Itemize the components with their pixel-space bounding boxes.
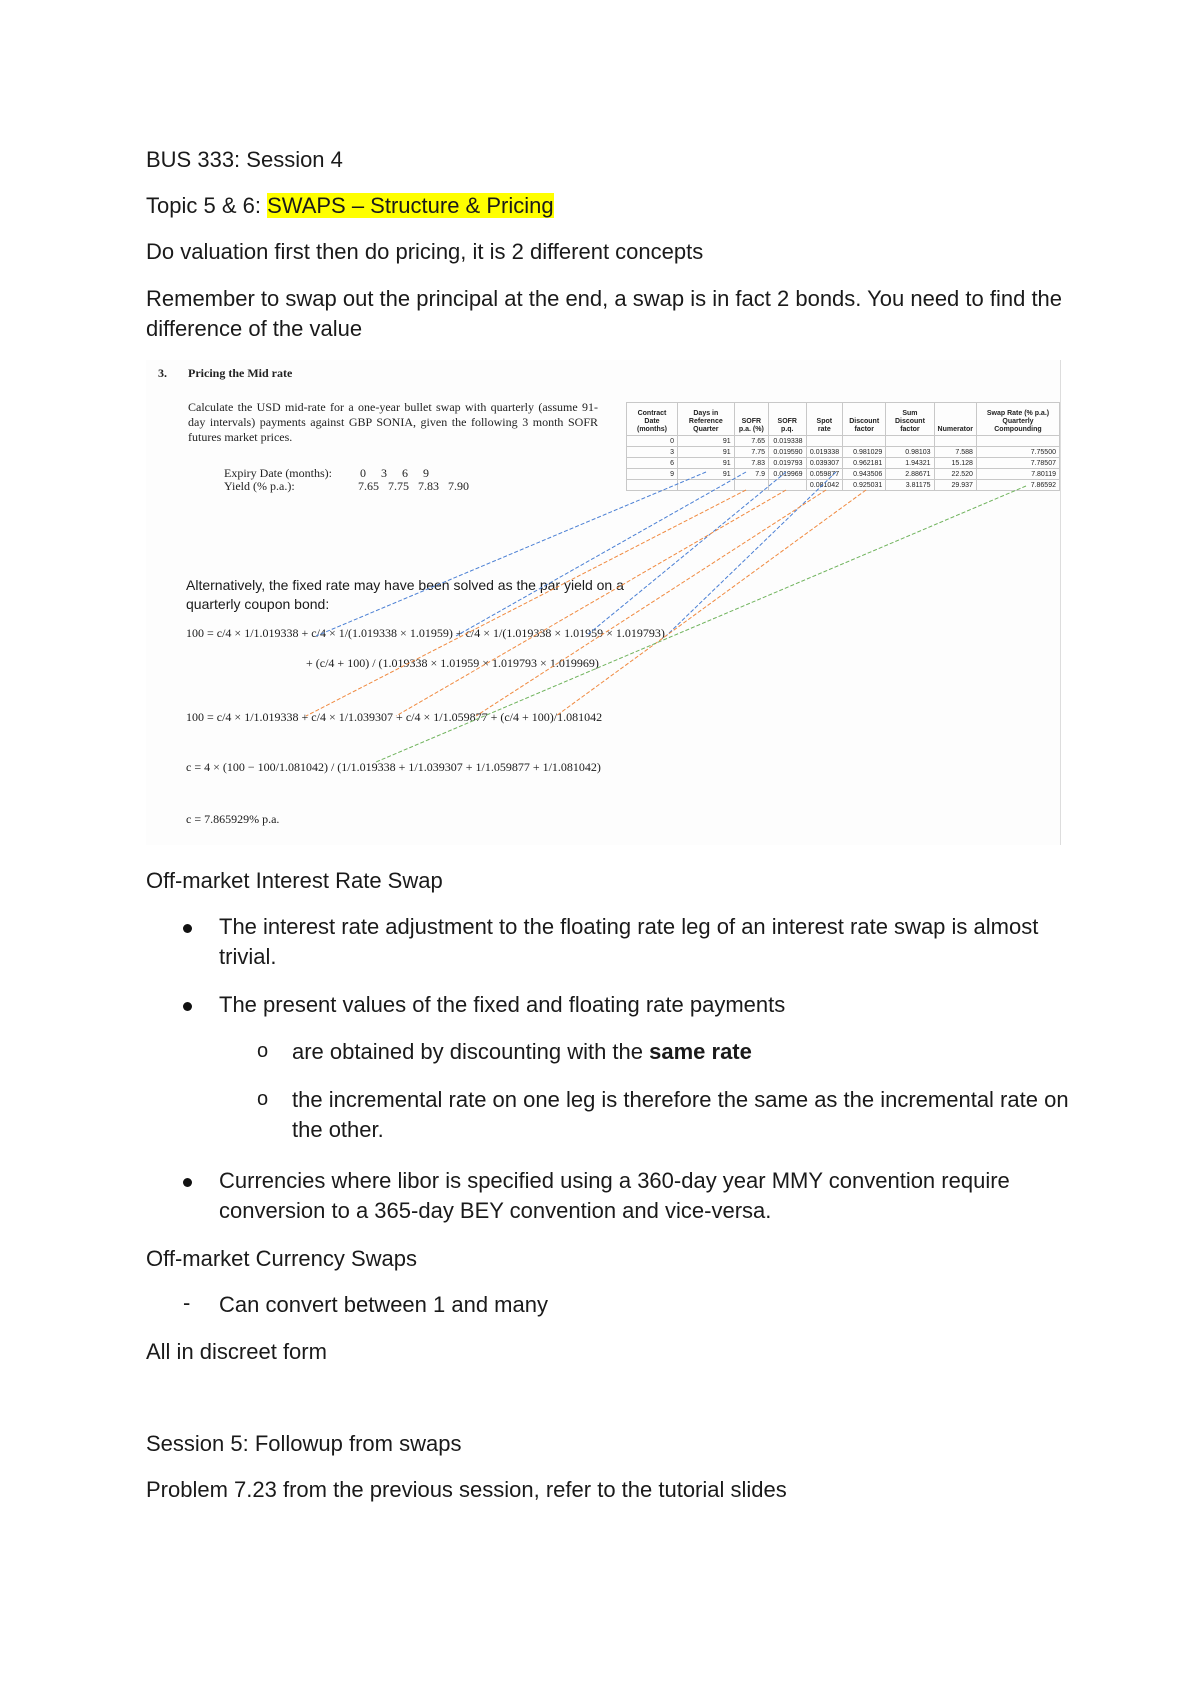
table-header-cell: Numerator — [934, 403, 976, 436]
table-header-cell: Sum Discount factor — [886, 403, 934, 436]
arrow-blue-4 — [666, 472, 836, 636]
connector-arrows — [146, 360, 1060, 845]
problem-text: Calculate the USD mid-rate for a one-year bullet swap with quarterly (assume 91-day intervals) payments against GBP SONIA, given the following 3 month SOFR futures market prices. — [188, 400, 598, 444]
equation-1b: + (c/4 + 100) / (1.019338 × 1.01959 × 1.019793 × 1.019969) — [306, 656, 599, 670]
irs-sub-1 — [292, 1037, 1092, 1067]
dash-marker: - — [183, 1290, 191, 1315]
table-cell: 2.88671 — [886, 469, 934, 480]
yield-label: Yield (% p.a.): — [224, 479, 295, 493]
arrow-blue-1 — [316, 472, 706, 636]
sub-1-prefix: are obtained by discounting with the — [292, 1039, 650, 1064]
arrow-blue-3 — [586, 472, 786, 636]
table-cell: 91 — [677, 469, 734, 480]
equation-4: c = 7.865929% p.a. — [186, 812, 280, 826]
irs-heading: Off-market Interest Rate Swap — [146, 868, 443, 893]
table-cell: 7.86592 — [976, 480, 1059, 491]
equation-2: 100 = c/4 × 1/1.019338 + c/4 × 1/1.039307 + c/4 × 1/1.059877 + (c/4 + 100)/1.081042 — [186, 710, 603, 724]
table-header-cell: Days in Reference Quarter — [677, 403, 734, 436]
table-header-cell: Discount factor — [843, 403, 886, 436]
bullet-dot — [183, 1178, 192, 1187]
table-header-cell: Spot rate — [806, 403, 843, 436]
table-cell: 91 — [677, 447, 734, 458]
irs-sub-2: the incremental rate on one leg is therefore the same as the incremental rate on the other. — [292, 1087, 1069, 1142]
table-header-cell: SOFR p.q. — [769, 403, 807, 436]
cs-item: Can convert between 1 and many — [219, 1292, 548, 1317]
table-cell: 7.75 — [734, 447, 768, 458]
table-cell: 0.019338 — [806, 447, 843, 458]
table-cell: 0 — [627, 436, 678, 447]
table-cell: 0.019793 — [769, 458, 807, 469]
table-cell: 0.019969 — [769, 469, 807, 480]
session5-title: Session 5: Followup from swaps — [146, 1431, 462, 1456]
arrow-orange-4 — [556, 490, 866, 716]
embedded-slide-image — [146, 360, 1061, 845]
table-cell: 9 — [627, 469, 678, 480]
session5-problem-ref: Problem 7.23 from the previous session, refer to the tutorial slides — [146, 1477, 787, 1502]
arrow-green-1 — [376, 486, 1026, 762]
table-cell: 0.925031 — [843, 480, 886, 491]
table-cell: 3.81175 — [886, 480, 934, 491]
note-valuation-first: Do valuation first then do pricing, it is 2 different concepts — [146, 239, 704, 264]
table-cell: 29.937 — [934, 480, 976, 491]
table-cell: 22.520 — [934, 469, 976, 480]
table-cell: 15.128 — [934, 458, 976, 469]
alternative-text: Alternatively, the fixed rate may have been solved as the par yield on a quarterly coupon bond: — [186, 577, 624, 612]
sub-bullet-marker: o — [257, 1040, 269, 1062]
table-cell: 0.981029 — [843, 447, 886, 458]
irs-bullet-1: The interest rate adjustment to the floating rate leg of an interest rate swap is almost trivial. — [219, 914, 1039, 969]
arrow-orange-1 — [306, 490, 746, 716]
arrow-orange-2 — [396, 490, 786, 716]
table-cell: 1.94321 — [886, 458, 934, 469]
irs-bullet-2: The present values of the fixed and floating rate payments — [219, 992, 786, 1017]
table-cell: 0.081042 — [806, 480, 843, 491]
bullet-dot — [183, 924, 192, 933]
sub-bullet-marker: o — [257, 1088, 269, 1110]
irs-bullet-3: Currencies where libor is specified using a 360-day year MMY convention require conversion to a 365-day BEY convention and vice-versa. — [219, 1168, 1010, 1223]
equation-1: 100 = c/4 × 1/1.019338 + c/4 × 1/(1.019338 × 1.01959) + c/4 × 1/(1.019338 × 1.01959 × 1.019793) — [186, 626, 665, 640]
problem-number: 3. — [158, 366, 167, 380]
table-cell: 3 — [627, 447, 678, 458]
table-cell: 0.019590 — [769, 447, 807, 458]
table-cell: 7.9 — [734, 469, 768, 480]
table-cell: 0.039307 — [806, 458, 843, 469]
table-cell: 0.962181 — [843, 458, 886, 469]
table-cell: 6 — [627, 458, 678, 469]
bullet-dot — [183, 1002, 192, 1011]
yield-values: 7.65 7.75 7.83 7.90 — [358, 479, 469, 493]
topic-highlight: SWAPS – Structure & Pricing — [267, 193, 554, 218]
sub-1-bold: same rate — [649, 1039, 752, 1064]
problem-title: Pricing the Mid rate — [188, 366, 293, 380]
table-cell: 7.588 — [934, 447, 976, 458]
table-header-cell: Swap Rate (% p.a.) Quarterly Compounding — [976, 403, 1059, 436]
table-cell: 0.019338 — [769, 436, 807, 447]
cs-heading: Off-market Currency Swaps — [146, 1246, 418, 1271]
expiry-values: 0 3 6 9 — [360, 466, 429, 480]
arrow-orange-3 — [476, 490, 826, 716]
discreet-note: All in discreet form — [146, 1339, 327, 1364]
table-cell: 7.78507 — [976, 458, 1059, 469]
topic-line — [146, 191, 554, 221]
expiry-label: Expiry Date (months): — [224, 466, 332, 480]
table-cell: 0.059877 — [806, 469, 843, 480]
table-header-cell: Contract Date (months) — [627, 403, 678, 436]
session-title: BUS 333: Session 4 — [146, 147, 343, 172]
table-cell: 7.75500 — [976, 447, 1059, 458]
table-cell: 7.65 — [734, 436, 768, 447]
note-swap-principal: Remember to swap out the principal at the end, a swap is in fact 2 bonds. You need to find the difference of the value — [146, 286, 1063, 341]
table-cell: 7.80119 — [976, 469, 1059, 480]
topic-prefix: Topic 5 & 6: — [146, 193, 268, 218]
table-header-cell: SOFR p.a. (%) — [734, 403, 768, 436]
table-cell: 0.98103 — [886, 447, 934, 458]
equation-3: c = 4 × (100 − 100/1.081042) / (1/1.019338 + 1/1.039307 + 1/1.059877 + 1/1.081042) — [186, 760, 601, 774]
arrow-blue-2 — [456, 472, 746, 636]
table-cell: 0.943506 — [843, 469, 886, 480]
table-cell: 91 — [677, 458, 734, 469]
table-cell: 7.83 — [734, 458, 768, 469]
table-cell: 91 — [677, 436, 734, 447]
